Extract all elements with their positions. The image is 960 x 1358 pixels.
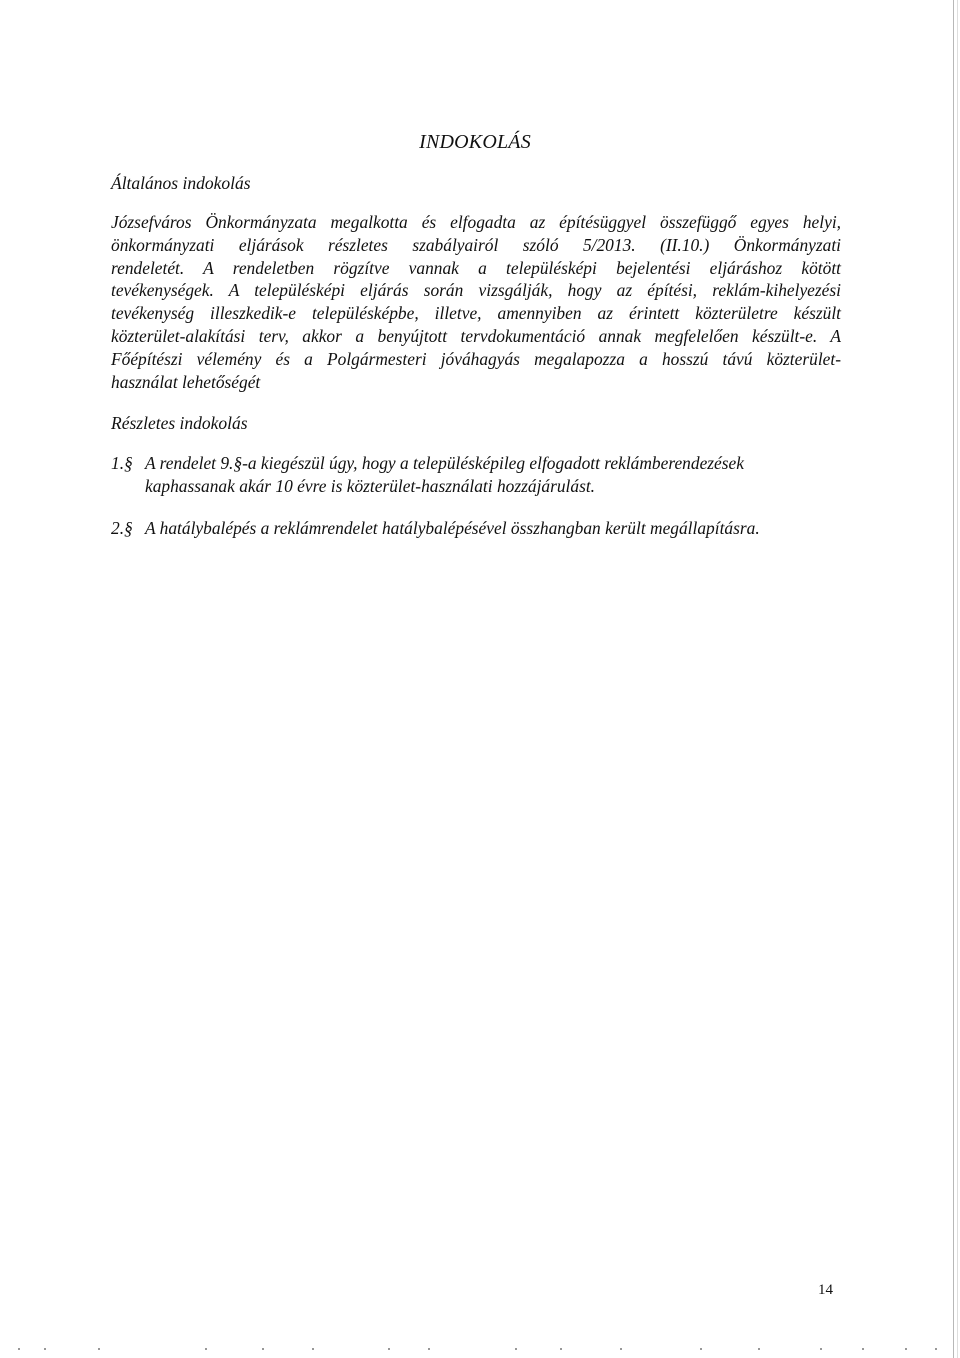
scan-speck bbox=[935, 1348, 937, 1350]
paragraph-line: önkormányzati eljárások részletes szabályairól szóló 5/2013. (II.10.) Önkormányzati bbox=[111, 234, 841, 255]
paragraph-line: Főépítészi vélemény és a Polgármesteri jóváhagyás megalapozza a hosszú távú közterület- bbox=[111, 348, 841, 369]
paragraph-line: közterület-alakítási terv, akkor a benyújtott tervdokumentáció annak megfelelően készült-e. A bbox=[111, 325, 841, 346]
scan-speck bbox=[312, 1348, 314, 1350]
document-title: INDOKOLÁS bbox=[419, 131, 531, 153]
paragraph-line: használat lehetőségét bbox=[111, 371, 261, 392]
section-text-line: A hatálybalépés a reklámrendelet hatálybalépésével összhangban került megállapításra. bbox=[145, 518, 760, 538]
scan-speck bbox=[620, 1348, 622, 1350]
scan-edge-line bbox=[957, 0, 958, 1358]
scan-speck bbox=[98, 1348, 100, 1350]
paragraph-line: tevékenység illeszkedik-e településképbe, illetve, amennyiben az érintett közterületre készült bbox=[111, 303, 841, 324]
scan-speck bbox=[700, 1348, 702, 1350]
scan-speck bbox=[758, 1348, 760, 1350]
section-number: 2.§ bbox=[111, 518, 133, 538]
paragraph-line: Józsefváros Önkormányzata megalkotta és elfogadta az építésüggyel összefüggő egyes helyi, bbox=[111, 212, 841, 232]
scan-speck bbox=[515, 1348, 517, 1350]
scan-speck bbox=[560, 1348, 562, 1350]
scan-speck bbox=[44, 1348, 46, 1350]
scan-specks bbox=[0, 1348, 960, 1354]
scan-speck bbox=[205, 1348, 207, 1350]
scan-speck bbox=[905, 1348, 907, 1350]
paragraph-line: tevékenységek. A településképi eljárás során vizsgálják, hogy az építési, reklám-kihelyezési bbox=[111, 280, 841, 301]
scan-speck bbox=[862, 1348, 864, 1350]
general-heading: Általános indokolás bbox=[111, 173, 251, 193]
detailed-heading: Részletes indokolás bbox=[111, 413, 248, 433]
paragraph-line: rendeletét. A rendeletben rögzítve vannak a településképi bejelentési eljáráshoz kötött bbox=[111, 257, 841, 278]
scan-speck bbox=[820, 1348, 822, 1350]
scan-speck bbox=[262, 1348, 264, 1350]
general-paragraph bbox=[111, 211, 841, 393]
section-text-line: A rendelet 9.§-a kiegészül úgy, hogy a településképileg elfogadott reklámberendezések bbox=[145, 453, 744, 473]
page-number: 14 bbox=[818, 1282, 833, 1298]
section-item bbox=[111, 517, 841, 540]
scan-speck bbox=[428, 1348, 430, 1350]
scan-speck bbox=[388, 1348, 390, 1350]
scan-edge-line bbox=[953, 0, 954, 1358]
scan-speck bbox=[18, 1348, 20, 1350]
section-text-line: kaphassanak akár 10 évre is közterület-használati hozzájárulást. bbox=[145, 475, 596, 496]
section-number: 1.§ bbox=[111, 453, 133, 473]
section-item bbox=[111, 452, 841, 498]
